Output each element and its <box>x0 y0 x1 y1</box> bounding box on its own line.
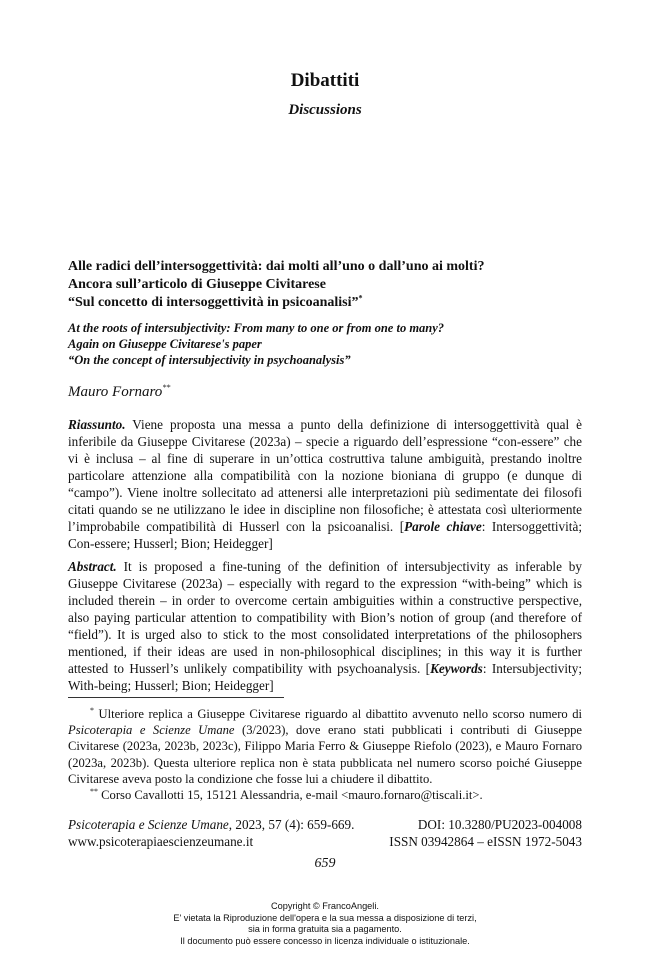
section-subtitle: Discussions <box>288 102 362 118</box>
copyright-line: Il documento può essere concesso in licenza individuale o istituzionale. <box>180 935 470 946</box>
footnote-divider <box>68 697 284 698</box>
title-line: Alle radici dell’intersoggettività: dai molti all’uno o dall’uno ai molti? <box>68 259 485 274</box>
keywords-label: Parole chiave <box>404 519 482 534</box>
copyright-line: sia in forma gratuita sia a pagamento. <box>248 924 402 935</box>
journal-info-row <box>68 833 582 850</box>
copyright-line: E' vietata la Riproduzione dell'opera e la sua messa a disposizione di terzi, <box>173 912 477 923</box>
journal-citation-row <box>68 816 582 833</box>
footnote-1 <box>68 706 582 787</box>
riassunto-text: Viene proposta una messa a punto della definizione di intersoggettività qual è inferibile da Giuseppe Civitarese (2023a) – specie a riguardo dell’espressione “con-essere” che vi è inclusa – al fine di superare in un’ottica costruttiva talune ambiguità, prestando inoltre particolare attenzione alla compatibilità con la nozione bioniana di gruppo (e dunque di “campo”). Viene inoltre sollecitato ad attenersi alle interpretazioni più sedimentate dei filosofi citati quando se ne utilizzano le idee in discipline non filosofiche; è attestata così ulteriormente l’improbabile compatibilità di Husserl con la psicoanalisi. [ <box>68 417 582 534</box>
keywords-label: Keywords <box>430 661 483 676</box>
journal-website: www.psicoterapiaescienzeumane.it <box>68 834 254 849</box>
abstract-paragraph <box>68 558 582 694</box>
footnote-mark: ** <box>90 786 98 796</box>
title-line <box>68 294 588 312</box>
footnote-2 <box>68 787 582 803</box>
journal-name: Psicoterapia e Scienze Umane <box>68 817 229 832</box>
title-line-text: “Sul concetto di intersoggettività in psicoanalisi” <box>68 295 359 310</box>
journal-citation <box>68 816 354 833</box>
page-number: 659 <box>314 856 336 871</box>
author-name <box>68 384 170 401</box>
copyright-line: Copyright © FrancoAngeli. <box>271 901 379 911</box>
title-line: At the roots of intersubjectivity: From many to one or from one to many? <box>68 321 445 335</box>
riassunto-label: Riassunto. <box>68 417 126 432</box>
title-line: Again on Giuseppe Civitarese's paper <box>68 337 262 351</box>
footnote-text: (3/2023), dove erano stati pubblicati i contributi di Giuseppe Civitarese (2023a, 2023b, 2023c), Filippo Maria Ferro & Giuseppe Riefolo (2023), e Mauro Fornaro (2023a, 2023b). Questa ulteriore replica non è stata pubblicata nel numero scorso poiché Giuseppe Civitarese aveva posto la condizione che fosse lui a chiudere il dibattito. <box>68 723 582 786</box>
title-line: “On the concept of intersubjectivity in psychoanalysis” <box>68 353 351 367</box>
footnote-text: Corso Cavallotti 15, 15121 Alessandria, e-mail <mauro.fornaro@tiscali.it>. <box>98 788 483 802</box>
article-title-italian <box>68 258 588 312</box>
journal-name: Psicoterapia e Scienze Umane <box>68 723 235 738</box>
footnote-text: Ulteriore replica a Giuseppe Civitarese riguardo al dibattito avvenuto nello scorso numero di <box>94 707 582 721</box>
footnote-mark: ** <box>162 383 171 392</box>
keywords-text: : Intersoggettività; Con-essere; Husserl; Bion; Heidegger] <box>68 519 582 551</box>
title-line: Ancora sull’articolo di Giuseppe Civitarese <box>68 277 326 292</box>
article-title-english <box>68 320 588 368</box>
riassunto-paragraph <box>68 416 582 552</box>
journal-volume: , 2023, 57 (4): 659-669. <box>228 817 355 832</box>
abstract-text: It is proposed a fine-tuning of the definition of intersubjectivity as inferable by Giuseppe Civitarese (2023a) – especially with regard to the expression “with-being” which is included therein – in order to overcome certain ambiguities within a constructive perspective, also paying particular attention to compatibility with Bion’s notion of group (and therefore of “field”). It is urged also to stick to the most consolidated interpretations of the philosophers mentioned, if their ideas are used in non-philosophical disciplines; in this way it is further attested to Husserl’s unlikely compatibility with psychoanalysis. [ <box>68 559 582 676</box>
section-title: Dibattiti <box>290 70 360 91</box>
copyright-notice <box>0 901 650 947</box>
abstract-label: Abstract. <box>68 559 117 574</box>
keywords-text: : Intersubjectivity; With-being; Husserl; Bion; Heidegger] <box>68 661 582 693</box>
doi: DOI: 10.3280/PU2023-004008 <box>417 817 582 832</box>
issn: ISSN 03942864 – eISSN 1972-5043 <box>389 834 582 849</box>
footnote-mark: * <box>90 705 94 715</box>
author-text: Mauro Fornaro <box>68 384 163 400</box>
footnote-mark: * <box>358 293 363 303</box>
